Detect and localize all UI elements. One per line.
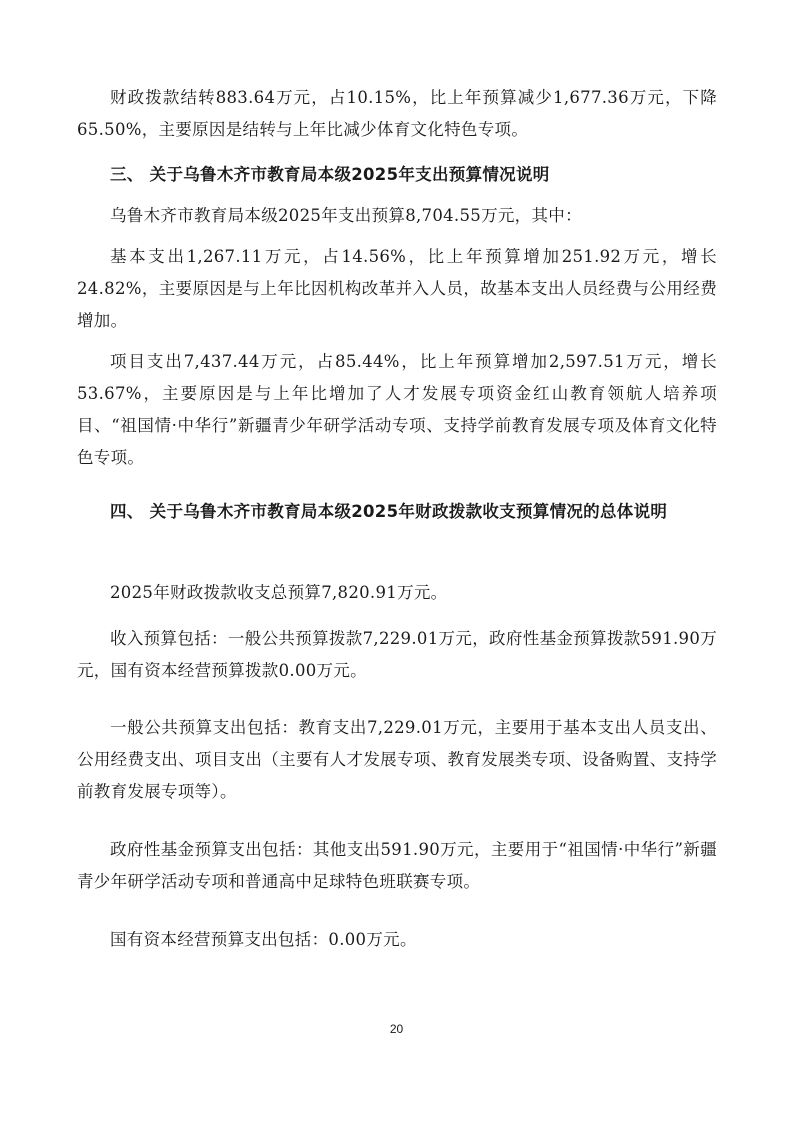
paragraph-general-public-budget: 一般公共预算支出包括：教育支出7,229.01万元，主要用于基本支出人员支出、公用经费支出、项目支出（主要有人才发展专项、教育发展类专项、设备购置、支持学前教育发展专项等）。 xyxy=(77,718,717,801)
page-number: 20 xyxy=(389,1022,404,1036)
paragraph-total-expenditure: 乌鲁木齐市教育局本级2025年支出预算8,704.55万元，其中： xyxy=(110,206,582,225)
paragraph-income-budget: 收入预算包括：一般公共预算拨款7,229.01万元，政府性基金预算拨款591.90万元，国有资本经营预算拨款0.00万元。 xyxy=(77,629,717,680)
paragraph-government-fund-budget: 政府性基金预算支出包括：其他支出591.90万元，主要用于“祖国情·中华行”新疆青少年研学活动专项和普通高中足球特色班联赛专项。 xyxy=(77,840,717,891)
paragraph-state-capital-budget: 国有资本经营预算支出包括：0.00万元。 xyxy=(110,930,417,949)
paragraph-carryover: 财政拨款结转883.64万元，占10.15%，比上年预算减少1,677.36万元，下降65.50%，主要原因是结转与上年比减少体育文化特色专项。 xyxy=(77,88,717,139)
section-heading-3: 三、 关于乌鲁木齐市教育局本级2025年支出预算情况说明 xyxy=(110,165,550,184)
paragraph-project-expenditure: 项目支出7,437.44万元，占85.44%，比上年预算增加2,597.51万元，增长53.67%，主要原因是与上年比增加了人才发展专项资金红山教育领航人培养项目、“祖国情·中华行”新疆青少年研学活动专项、支持学前教育发展专项及体育文化特色专项。 xyxy=(77,352,717,467)
section-heading-4: 四、 关于乌鲁木齐市教育局本级2025年财政拨款收支预算情况的总体说明 xyxy=(110,502,668,521)
paragraph-basic-expenditure: 基本支出1,267.11万元，占14.56%，比上年预算增加251.92万元，增长24.82%，主要原因是与上年比因机构改革并入人员，故基本支出人员经费与公用经费增加。 xyxy=(77,247,717,330)
paragraph-total-budget: 2025年财政拨款收支总预算7,820.91万元。 xyxy=(110,583,448,602)
